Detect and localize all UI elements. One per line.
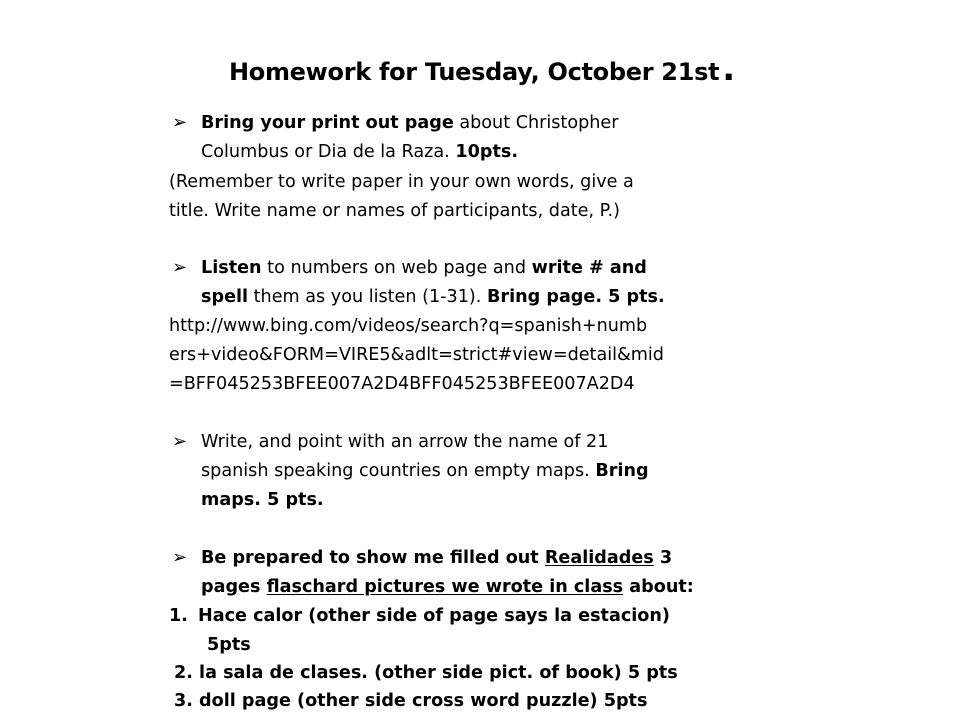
item4-sub3: 3. doll page (other side cross word puzzle) 5pts [174,691,648,711]
bullet-arrow-icon: ➢ [172,431,188,452]
bullet-arrow-icon: ➢ [172,112,188,133]
item2-line1 [201,260,647,278]
item2-url-line1: http://www.bing.com/videos/search?q=spanish+numb [169,316,648,336]
title-text: Homework for Tuesday, October 21st [229,58,720,86]
item1-points: 10pts. [455,142,519,162]
item1-line2-text: Columbus or Dia de la Raza. [201,142,456,162]
item4-sub1-cont: 5pts [207,635,251,655]
item4-line2 [201,579,694,597]
item4-flashcards: flaschard pictures we wrote in class [266,577,624,597]
item4-sub1-number: 1. [169,606,188,626]
item2-line2 [201,289,665,307]
item1-note2: title. Write name or names of participants, date, P.) [169,201,620,221]
page-title [229,49,735,89]
bullet-arrow-icon: ➢ [172,257,188,278]
item1-note1: (Remember to write paper in your own words, give a [169,172,634,192]
item2-spell: spell [201,287,249,307]
item1-bold: Bring your print out page [201,113,454,133]
item2-write: write # and [531,258,647,278]
item4-sub2: 2. la sala de clases. (other side pict. of book) 5 pts [174,663,678,683]
item3-line2 [201,463,649,481]
item3-line3 [201,492,324,510]
item1-rest: about Christopher [453,113,619,133]
item3-line1: Write, and point with an arrow the name of 21 [201,432,609,452]
item2-points: Bring page. 5 pts. [486,287,665,307]
item2-url-line2: ers+video&FORM=VIRE5&adlt=strict#view=detail&mid [169,345,664,365]
item2-mid2: them as you listen (1-31). [248,287,487,307]
item4-line1 [201,550,672,568]
title-period: . [722,49,735,89]
item3-bring: Bring [595,461,649,481]
item2-mid: to numbers on web page and [261,258,532,278]
item4-sub1 [169,606,670,626]
item2-url-line3: =BFF045253BFEE007A2D4BFF045253BFEE007A2D4 [169,374,635,394]
item3-line2-text: spanish speaking countries on empty maps. [201,461,596,481]
item2-listen: Listen [201,258,262,278]
item4-bold: Be prepared to show me filled out [201,548,545,568]
item4-book: Realidades [544,548,654,568]
item1-line1 [201,115,618,133]
item3-points: maps. 5 pts. [201,490,324,510]
bullet-arrow-icon: ➢ [172,547,188,568]
item4-about: about: [623,577,694,597]
item4-pages: pages [201,577,267,597]
item1-line2 [201,144,518,162]
item4-sub1-text: Hace calor (other side of page says la estacion) [198,606,670,626]
item4-number: 3 [653,548,673,568]
